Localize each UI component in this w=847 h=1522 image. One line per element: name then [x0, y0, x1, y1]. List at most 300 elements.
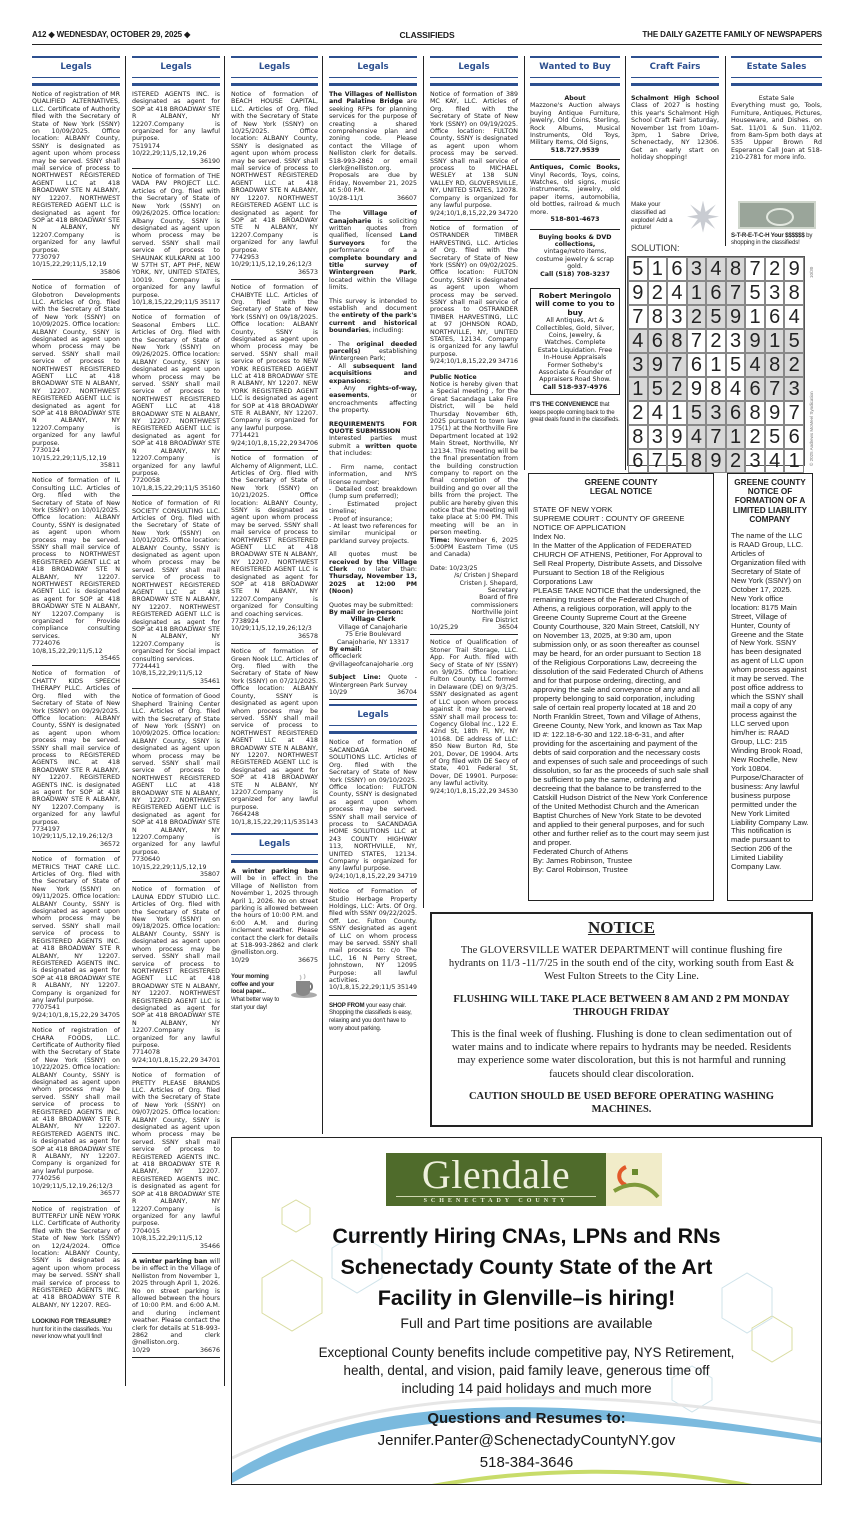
- classified-listing: [530, 288, 620, 395]
- listing-title: Estate Sale: [758, 95, 795, 102]
- notice-publication-footer: [329, 689, 417, 696]
- notice-ad-number: 35461: [199, 677, 220, 685]
- sudoku-cell: 8: [628, 425, 648, 449]
- notice-publication-footer: [132, 299, 220, 306]
- notice-publication-dates: 10/1,8,15,22,29;11/5: [132, 484, 199, 492]
- notice-publication-dates: 10/8,15,22,29;11/5,12: [32, 647, 103, 655]
- classified-listing: [530, 91, 620, 160]
- notice-paragraph: [329, 210, 417, 291]
- text-run: - Detailed cost breakdown (lump sum preferred);: [329, 485, 417, 501]
- house-logo-icon: [606, 1153, 662, 1206]
- notice-ad-number: 36675: [297, 956, 318, 964]
- sudoku-cell: 9: [745, 329, 765, 353]
- sudoku-cell: 9: [784, 257, 804, 281]
- sudoku-cell: 9: [706, 449, 726, 473]
- sudoku-cell: 4: [745, 353, 765, 377]
- text-run: are seeking RFPs for planning services for the purpose of creating a shared comprehensive plan and zoning code. Please contact the Village of Nelliston clerk for details. 518-993-2862 or email clerk@nelliston.org. Proposals are due by Friday, November 21, 2025 at 5:00 P.M.: [329, 98, 417, 195]
- bold-text-run: The Villages of Nelliston and Palatine Bridge: [329, 91, 417, 106]
- notice-paragraph: [132, 1258, 220, 1347]
- headline-line: Schenectady County State of the Art: [340, 1255, 713, 1279]
- sudoku-cell: 9: [765, 401, 785, 425]
- logo-subtitle: SCHENECTADY COUNTY: [396, 1196, 596, 1204]
- bold-text-run: A winter parking ban: [132, 1257, 208, 1265]
- text-run: - All: [329, 362, 353, 370]
- notice-paragraph: [329, 624, 417, 631]
- logo-name: Glendale: [421, 1152, 571, 1197]
- legal-notice: [329, 210, 417, 700]
- headline-line: Facility in Glenville–is hiring!: [377, 1286, 676, 1310]
- notice-ad-number: 36676: [199, 1346, 220, 1354]
- llc-notice-body: The name of the LLC is RAAD Group, LLC. Articles of Organization filed with Secretary of State of New York (SSNY) on October 17, 2025. New York office location: 8175 Main Street, Village of Hunter, County of Greene and the State of New York. SSNY has been designated as agent of LLC upon whom process against it may be served. The post office address to which the SSNY shall mail a copy of any process against the LLC served upon him/her is: RAAD Group, LLC: 215 Winding Brook Road, New Rochelle, New York 10804. Purpose/Character of business: Any lawful business purpose permitted under the New York Limited Liability Company Law. This notification is made pursuant to Section 206 of the Limited Liability Company Law.: [731, 531, 809, 872]
- sudoku-cell: 7: [784, 401, 804, 425]
- text-run: - Any: [329, 385, 368, 393]
- craft-fairs-column: [631, 56, 719, 233]
- notice-text: Notice of registration of BUTTERFLY LINE NEW YORK LLC. Certificate of Authority filed with the Secretary of State of New York (SSNY) on 12/24/2024. Office location: ALBANY County, SSNY is designated as agent upon whom process may be served. SSNY shall mail service of process to REGISTERED AGENTS INC. at 418 BROADWAY STE R ALBANY, NY 12207. REG-: [32, 1205, 120, 1309]
- filler-lead: IT'S THE CONVENIENCE: [530, 401, 599, 409]
- listing-phone: 518.727.9539: [550, 146, 600, 154]
- sudoku-cell: 5: [628, 257, 648, 281]
- notice-publication-dates: 10/1,8,15,22,29;11/5: [132, 298, 199, 306]
- water-flushing-notice: [430, 912, 813, 1127]
- notice-ad-number: 35160: [199, 484, 220, 492]
- legal-notice: [329, 91, 417, 206]
- bold-text-run: Village of Canajoharie: [329, 210, 417, 225]
- bold-text-run: Village Clerk: [350, 616, 396, 624]
- add-picture-promo: [631, 201, 719, 233]
- notice-text: Notice of formation of RI SOCIETY CONSULTING LLC. Articles of Org. filed with the Secretary of State of New York (SSNY) on 10/01/2025. Office location: ALBANY County, SSNY is designated as agent upon whom process may be served. SSNY shall mail service of process to NORTHWEST REGISTERED AGENT LLC at 418 BROADWAY STE N ALBANY, NY 12207. NORTHWEST REGISTERED AGENT LLC is designated as agent for SOP at 418 BROADWAY STE N ALBANY, NY 12207.Company is organized for Social impact consulting services.: [132, 500, 220, 663]
- sudoku-cell: 3: [726, 329, 746, 353]
- notice-publication-dates: 9/24;10/1,8,15,22,29: [329, 872, 396, 880]
- sudoku-cell: 8: [784, 281, 804, 305]
- filler-body: your easy chair. Shopping the classifieds is easy, relaxing and you don't have to worry about parking.: [329, 1001, 412, 1032]
- notice-text: Notice of Qualification of Stoner Trail Storage, LLC. App. For Auth. filed with Secy of State of NY (SSNY) on 9/9/25. Office location: Fulton County. LLC formed in Delaware (DE) on 9/3/25. SSNY designated as agent of LLC upon whom process against it may be served. SSNY shall mail process to: Cogency Global Inc., 122 E. 42nd St, 18th Fl, NY, NY 10168. DE address of LLC: 850 New Burton Rd, Ste 201, Dover, DE 19904. Arts of Org filed with DE Secy of State, 401 Federal St, Dover, DE 19901. Purpose: any lawful activity.: [430, 639, 518, 788]
- headline-line: Currently Hiring CNAs, LPNs and RNs: [332, 1224, 721, 1248]
- notice-text: Notice of formation of OSTRANDER TIMBER HARVESTING, LLC. Articles of Org. filed with the Secretary of State of New York (SSNY) on 09/02/2025. Office location: FULTON County, SSNY is designated as agent upon whom process may be served. SSNY shall mail service of process to OSTRANDER TIMBER HARVESTING, LLC at 97 JOHNSON ROAD, NORTHVILLE, NY, UNITED STATES, 12134. Company is organized for any lawful purpose.: [430, 224, 518, 358]
- notice-publication-dates: 10/15,22,29;11/5,12,19: [32, 454, 107, 462]
- column-divider: [725, 56, 726, 246]
- notice-publication-footer: [329, 873, 417, 880]
- filler-lead: Your morning coffee and your local paper...: [231, 973, 275, 996]
- notice-reference-number: 7740256: [32, 1175, 61, 1183]
- legal-notice: [430, 225, 518, 370]
- bold-text-run: rights-of-way, easements: [329, 385, 417, 400]
- notice-paragraph: [329, 616, 417, 623]
- sudoku-cell: 8: [745, 401, 765, 425]
- sudoku-cell: 3: [667, 305, 687, 329]
- sudoku-cell: 6: [784, 425, 804, 449]
- legal-notice: [231, 91, 318, 280]
- listing-title: Robert Meringolo will come to you to buy: [535, 290, 615, 317]
- legal-notice: [231, 455, 318, 644]
- benefits-line: health, dental, and vision, paid family leave, generous time off: [343, 1363, 710, 1378]
- classified-filler: [329, 1002, 417, 1032]
- section-header-legals: Legals: [329, 56, 417, 86]
- notice-ad-number: 36504: [497, 624, 518, 632]
- sudoku-cell: 4: [628, 329, 648, 353]
- sudoku-cell: 5: [706, 305, 726, 329]
- sudoku-cell: 4: [706, 257, 726, 281]
- notice-publication-footer: [231, 440, 318, 447]
- notice-ad-number: 34719: [396, 872, 417, 880]
- bold-text-run: complete boundary and title survey of Wintergreen Park: [329, 254, 417, 277]
- sudoku-cell: 1: [726, 425, 746, 449]
- classified-filler: [530, 401, 620, 424]
- text-run: will be in effect in the Village of Nelliston from November 1, 2025 through April 1, 2026. No on street parking is allowed between the hours of 10:00 P.M. and 6:00 A.M. and during inclement weather. Please contact the clerk for details at 518-993-2862 and clerk @nelliston.org.: [132, 1257, 221, 1347]
- notice-publication-dates: 10/29;11/5,12,19,26;12/3: [32, 1182, 113, 1190]
- notice-ad-number: 35466: [199, 1242, 220, 1250]
- notice-publication-footer: [132, 1235, 220, 1250]
- flushing-notice-heading: NOTICE: [587, 918, 656, 937]
- notice-reference-number: 7714421: [231, 432, 260, 440]
- sudoku-date: 10/30: [809, 266, 814, 278]
- stretch-promo: [731, 232, 822, 247]
- sudoku-cell: 9: [628, 281, 648, 305]
- notice-text: Notice of formation of CHATTY KIDS SPEECH THERAPY PLLC. Articles of Org. filed with the Secretary of State of New York (SSNY) on 09/29/2025. Office location: ALBANY County, SSNY is designated as agent upon whom process may be served. SSNY shall mail service of process to REGISTERED AGENTS INC. at 418 BROADWAY STE R ALBANY, NY 12207. REGISTERED AGENTS INC. is designated as agent for SOP at 418 BROADWAY STE R ALBANY, NY 12207.Company is organized for any lawful purpose.: [32, 670, 120, 826]
- notice-paragraph: [430, 617, 518, 624]
- notice-paragraph: [430, 381, 518, 537]
- text-run: for the performance of a: [329, 239, 417, 255]
- sudoku-cell: 6: [745, 377, 765, 401]
- text-run: Board of fire: [479, 594, 518, 602]
- listing-phone: Call 518-937-4976: [542, 383, 608, 391]
- filler-lead: S-T-R-E-T-C-H Your $$$$$$: [731, 231, 805, 239]
- legal-notice: [32, 477, 120, 666]
- legal-notice: [32, 1027, 120, 1201]
- text-run: officeclerk @villageofcanajoharie .org: [329, 653, 414, 668]
- notice-publication-footer: [32, 1012, 120, 1019]
- sudoku-cell: 8: [726, 257, 746, 281]
- flushing-notice-schedule: FLUSHING WILL TAKE PLACE BETWEEN 8 AM AND 2 PM MONDAY THROUGH FRIDAY: [453, 993, 790, 1018]
- sudoku-cell: 3: [706, 401, 726, 425]
- bold-text-run: Subject Line:: [329, 674, 381, 682]
- text-run: November 6, 2025 5:00PM Eastern Time (US and Canada): [430, 536, 518, 559]
- text-run: Fire District: [482, 616, 518, 624]
- legal-notice-line: Index No.: [533, 531, 566, 541]
- text-run: - The: [329, 340, 357, 348]
- notice-publication-dates: 10/8,15,22,29;11/5,12: [132, 670, 203, 678]
- text-run: The: [329, 210, 364, 218]
- notice-paragraph: [231, 868, 318, 957]
- listing-body: Everything must go, Tools, Furniture, Antiques, Pictures, Houseware, and Dishes. on Sat. 11/01 & Sun. 11/02. from 8am-5pm both days at 535 Upper Brown Rd Esperance Call Joan at 518-210-2781 for more info.: [731, 102, 822, 162]
- text-run: Quotes may be submitted:: [329, 601, 414, 609]
- legal-notice: [132, 314, 220, 496]
- sudoku-cell: 4: [648, 401, 668, 425]
- listing-text: Class of 2027 is hosting this year's Schalmont High School Craft Fair! Saturday, November 1st from 10am-3pm, 1 Sabre Drive, Schenectady, NY 12306. Get an early start on holiday shopping!: [631, 102, 719, 162]
- filler-body: hunt for it in the classifieds. You never know what you'll find!: [32, 1325, 113, 1341]
- bold-text-run: received by the Village Clerk: [329, 558, 417, 573]
- notice-ad-number: 36572: [99, 840, 120, 848]
- text-run: - Proof of insurance;: [329, 515, 393, 523]
- text-run: , located within the Village limits.: [329, 269, 417, 292]
- listing-phone: 518-801-4673: [550, 216, 600, 224]
- text-run: - Firm name, contact information, and NYS license number;: [329, 463, 417, 486]
- legals-column-1: [32, 56, 120, 1345]
- column-divider: [524, 56, 525, 470]
- sudoku-cell: 4: [784, 305, 804, 329]
- wanted-to-buy-column: [530, 56, 620, 428]
- listing-body: All Antiques, Art & Collectibles, Gold, Silver, Coins, Jewelry, & Watches. Complete Estate Liquidation. Free In-House Appraisals Former Sotheby's Associate & Founder of Appraisers Road Show.: [535, 317, 615, 384]
- notice-paragraph: [430, 602, 518, 609]
- benefits-line: including 14 paid holidays and much more: [401, 1381, 652, 1396]
- ad-contact-heading: Questions and Resumes to:: [427, 1410, 626, 1427]
- legal-notice: [132, 1072, 220, 1254]
- legal-notice: [132, 500, 220, 689]
- notice-paragraph: [329, 501, 417, 516]
- flushing-notice-intro: The GLOVERSVILLE WATER DEPARTMENT will continue flushing fire hydrants on 11/3 -11/7/25 in the south end of the city, working south from East & West Fulton Streets to the City Line.: [448, 945, 795, 983]
- sudoku-cell: 1: [628, 377, 648, 401]
- notice-ad-number: 35807: [199, 871, 220, 879]
- notice-publication-footer: [430, 358, 518, 365]
- notice-paragraph: [430, 580, 518, 587]
- notice-ad-number: 34716: [497, 358, 518, 366]
- notice-publication-dates: 10/22,29;11/5,12,19,26: [132, 150, 207, 158]
- bold-text-run: REQUIREMENTS FOR QUOTE SUBMISSION: [329, 420, 417, 436]
- notice-paragraph: [329, 551, 417, 595]
- greene-county-legal-notice: [528, 473, 714, 901]
- legal-notice: [32, 1206, 120, 1313]
- notice-text: Notice of formation of Alchemy of Alignment, LLC. Articles of Org. filed with the Secretary of State of New York (SSNY) on 10/21/2025. Office location: ALBANY County, SSNY is designated as agent upon whom process may be served. SSNY shall mail service of process to NORTHWEST REGISTERED AGENT LLC at 418 BROADWAY STE N ALBANY, NY 12207. NORTHWEST REGISTERED AGENT LLC is designated as agent for SOP at 418 BROADWAY STE N ALBANY, NY 12207.Company is organized for Consulting and coaching services.: [231, 455, 318, 618]
- legal-notice: [231, 648, 318, 829]
- sudoku-cell: 3: [745, 449, 765, 473]
- legal-notice-heading: GREENE COUNTY LEGAL NOTICE: [584, 477, 658, 497]
- notice-ad-number: 34705: [99, 1011, 120, 1019]
- legal-notice-line: NOTICE OF APPLICATION: [533, 522, 626, 532]
- notice-paragraph: [329, 646, 417, 653]
- notice-text: Notice of formation of 389 MC KAY, LLC. Articles of Org. filed with the Secretary of State of New York (SSNY) on 09/19/2025. Office location: FULTON County, SSNY is designated as agent upon whom process may be served. SSNY shall mail service of process to MICHAEL WESLEY at 138 SUN VALLEY RD, GLOVERSVILLE, NY, UNITED STATES, 12078. Company is organized for any lawful purpose.: [430, 91, 518, 210]
- sudoku-cell: 2: [765, 257, 785, 281]
- notice-publication-footer: [430, 210, 518, 217]
- notice-reference-number: 7730640: [132, 856, 161, 864]
- greene-county-llc-notice: [727, 473, 813, 901]
- filler-text: [231, 973, 287, 1011]
- notice-text: Notice of formation of IL Consulting LLC. Articles of Org. filed with the Secretary of State of New York (SSNY) on 10/01/2025. Office location: ALBANY County, SSNY is designated as agent upon whom process may be served. SSNY shall mail service of process to NORTHWEST REGISTERED AGENT LLC at 418 BROADWAY STE N ALBANY, NY 12207. NORTHWEST REGISTERED AGENT LLC is designated as agent for SOP at 418 BROADWAY STE N ALBANY, NY 12207.Company is organized for Provide compliance consulting services.: [32, 477, 120, 640]
- notice-reference-number: 7519174: [132, 142, 161, 150]
- text-run: Cristen J. Shepard,: [459, 579, 518, 587]
- dollar-bill-image: [738, 201, 816, 229]
- sudoku-cell: 3: [687, 257, 707, 281]
- filler-lead: SHOP FROM: [329, 1001, 365, 1009]
- listing-text: Vinyl Records, Toys, coins, Watches, old signs, music instruments, jewelry, old paper items, automobilia, old bottles, railroad & much more.: [530, 171, 620, 216]
- sudoku-cell: 6: [667, 257, 687, 281]
- sudoku-cell: 7: [706, 425, 726, 449]
- notice-publication-dates: 10/1,8,15,22,29;11/5: [329, 984, 396, 992]
- sudoku-cell: 9: [648, 353, 668, 377]
- legal-notice-line: PLEASE TAKE NOTICE that the undersigned, the remaining trustees of the Federated Church of Athens, a religious corporation, will apply to the Greene County Supreme Court at the Greene County Courthouse, 320 Main Street, Catskill, NY on November 13, 2025, at 9:30 am, upon submission only, or as soon thereafter as counsel may be heard, for an order pursuant to Section 18 of the Religious Corporations Law, decreeing the dissolution of the said Federated Church of Athens and for that purpose ordering, directing, and approving the sale and conveyance of any and all property belonging to said corporation, including sale of certain real property located at 18 and 20 North Franklin Street, Town and Village of Athens, Greene County, New York, and known as Tax Map ID #: 122.18-6-30 and 122.18-6-31, and after providing for the ascertaining and payment of the debts of said corporation and the necessary costs and expenses of such sale and proceedings of such dissolution, so far as the proceeds of such sale shall be sufficient to pay the same, ordering and decreeing that the balance to be transferred to the Catskill Hudson District of the New York Conference of the United Methodist Church and the American Baptist Churches of New York State to be devoted and applied to their general purposes, and for such other and further relief as to the court may seem just and proper.: [533, 585, 710, 847]
- text-run: commissioners: [470, 601, 518, 609]
- legal-notice: [132, 91, 220, 169]
- ad-contact-phone: 518-384-3646: [479, 1454, 574, 1471]
- notice-reference-number: 7734197: [32, 826, 61, 833]
- notice-ad-number: 34701: [199, 1056, 220, 1064]
- bold-text-run: By email:: [329, 646, 363, 654]
- notice-text: Notice of formation of PRETTY PLEASE BRANDS LLC. Articles of Org. filed with the Secretary of State of New York (SSNY) on 09/07/2025. Office location: ALBANY County, SSNY is designated as agent upon whom process may be served. SSNY shall mail service of process to REGISTERED AGENTS INC. at 418 BROADWAY STE R ALBANY, NY 12207. REGISTERED AGENTS INC. is designated as agent for SOP at 418 BROADWAY STE R ALBANY, NY 12207.Company is organized for any lawful purpose.: [132, 1072, 220, 1228]
- section-header-estate-sales: Estate Sales: [731, 56, 822, 86]
- notice-ad-number: 36704: [396, 689, 417, 697]
- ad-positions: Full and Part time positions are available: [400, 1315, 653, 1331]
- section-header-legals: Legals: [231, 56, 318, 86]
- notice-text: Notice of formation of Good Shepherd Training Center LLC. Articles of Org. filed with the Secretary of State of New York (SSNY) on 10/09/2025. Office location: ALBANY County, SSNY is designated as agent upon whom process may be served. SSNY shall mail service of process to NORTHWEST REGISTERED AGENT LLC at 418 BROADWAY STE N ALBANY, NY 12207. NORTHWEST REGISTERED AGENT LLC is designated as agent for SOP at 418 BROADWAY STE N ALBANY, NY 12207.Company is organized for any lawful purpose.: [132, 693, 220, 856]
- listing-body: [631, 95, 719, 162]
- text-run: Secretary: [487, 587, 518, 594]
- notice-ad-number: 36190: [199, 157, 220, 165]
- sudoku-cell: 2: [648, 281, 668, 305]
- text-run: Date: 10/23/25: [430, 564, 478, 572]
- sudoku-cell: 3: [784, 377, 804, 401]
- sudoku-cell: 6: [648, 329, 668, 353]
- legal-notice: [430, 639, 518, 798]
- sudoku-cell: 2: [667, 377, 687, 401]
- listing-title: Buying books & DVD collections,: [538, 233, 612, 248]
- notice-paragraph: [430, 609, 518, 616]
- column-divider: [125, 56, 126, 1386]
- text-run: Interested parties must submit a: [329, 435, 417, 450]
- legal-notice: [132, 886, 220, 1068]
- bold-text-run: subsequent land acquisitions and expansions: [329, 362, 417, 385]
- notice-publication-footer: [231, 625, 318, 640]
- text-run: Village of Canajoharie: [338, 623, 408, 631]
- sudoku-cell: 9: [726, 305, 746, 329]
- notice-reference-number: 7714078: [132, 1049, 161, 1057]
- ad-contact-email[interactable]: Jennifer.Panter@SchenectadyCountyNY.gov: [377, 1432, 676, 1449]
- sudoku-cell: 1: [784, 449, 804, 473]
- legal-notice-line: Federated Church of Athens: [533, 846, 628, 856]
- sudoku-cell: 8: [667, 329, 687, 353]
- filler-body: that keeps people coming back to the great deals found in the classifieds.: [530, 401, 620, 424]
- notice-paragraph: [329, 464, 417, 486]
- promo-text: Make your classified ad explode! Add a picture!: [631, 201, 673, 232]
- legal-notice: [132, 173, 220, 310]
- legal-notice: [132, 693, 220, 882]
- legals-column-5: [430, 56, 518, 802]
- notice-publication-dates: 9/24;10/1,8,15,22,29: [430, 358, 497, 366]
- sudoku-cell: 7: [648, 449, 668, 473]
- notice-paragraph: [329, 639, 417, 646]
- listing-title: Antiques, Comic Books,: [530, 164, 620, 172]
- notice-reference-number: 7707541: [32, 1004, 61, 1012]
- section-header-legals: Legals: [430, 56, 518, 86]
- notice-reference-number: 7724076: [32, 640, 61, 648]
- listing-body: Mazzone's Auction always buying Antique Furniture, Jewelry, Old Coins, Sterling, Rock Albums, Musical Instruments, Old Toys, Military Items, Old Signs,: [530, 102, 620, 147]
- text-run: is soliciting written quotes from qualified, licensed: [329, 217, 417, 240]
- legals-column-4: [329, 56, 417, 1036]
- text-run: - Estimated project timeline;: [329, 500, 417, 516]
- sudoku-cell: 7: [687, 329, 707, 353]
- glendale-logo: [386, 1153, 662, 1206]
- legal-notice-line: In the Matter of the Application of FEDERATED CHURCH OF ATHENS, Petitioner, For Approval to Sell Real Property, Distribute Assets, and Dissolve Pursuant to Section 18 of the Religious Corporations Law: [533, 540, 703, 586]
- legal-notice: [329, 888, 417, 996]
- sudoku-cell: 8: [706, 377, 726, 401]
- notice-ad-number: 36578: [297, 632, 318, 640]
- text-run: Northville Joint: [471, 609, 518, 617]
- sudoku-cell: 5: [687, 401, 707, 425]
- notice-reference-number: 7724441: [132, 663, 161, 671]
- notice-paragraph: [329, 486, 417, 501]
- listing-title: Schalmont High School: [631, 95, 719, 102]
- notice-paragraph: [329, 385, 417, 415]
- notice-publication-footer: [329, 984, 417, 991]
- notice-text: Notice of formation of LAUNA EDDY STUDIO LLC. Articles of Org. filed with the Secretary of State of New York (SSNY) on 09/18/2025. Office location: ALBANY County, SSNY is designated as agent upon whom process may be served. SSNY shall mail service of process to NORTHWEST REGISTERED AGENT LLC at 418 BROADWAY STE N ALBANY, NY 12207. NORTHWEST REGISTERED AGENT LLC is designated as agent for SOP at 418 BROADWAY STE N ALBANY, NY 12207.Company is organized for any lawful purpose.: [132, 886, 220, 1049]
- notice-paragraph: [329, 341, 417, 363]
- notice-publication-dates: 10/29: [329, 689, 348, 697]
- sudoku-cell: 4: [687, 425, 707, 449]
- sudoku-cell: 8: [648, 305, 668, 329]
- text-run: Quote - Wintergreen Park Survey: [329, 674, 417, 689]
- sudoku-cell: 7: [628, 305, 648, 329]
- notice-text: Notice of formation of THE VADA PAV PROJECT LLC. Articles of Org. filed with the Secretary of State of New York (SSNY) on 09/26/2025. Office location: Albany County, SSNY is designated as agent upon whom process may be served. SSNY shall mail service of process to SHAUNAK KULKARNI at 100 W 57TH ST, APT PHF, NEW YORK, NY, UNITED STATES, 10019. Company is organized for any lawful purpose.: [132, 173, 220, 299]
- notice-text: Notice of formation of SACANDAGA HOME SOLUTIONS LLC. Articles of Org. filed with the Secretary of State of New York (SSNY) on 09/10/2025. Office location: FULTON County, SSNY is designated as agent upon whom process may be served. SSNY shall mail service of process to SACANDAGA HOME SOLUTIONS LLC at 243 COUNTY HIGHWAY 113, NORTHVILLE, NY, UNITED STATES, 12134. Company is organized for any lawful purpose.: [329, 739, 417, 873]
- notice-paragraph: [329, 631, 417, 638]
- text-run: /s/ Cristen J Shepard: [454, 572, 518, 580]
- notice-publication-footer: [32, 833, 120, 848]
- notice-reference-number: 7730124: [32, 447, 61, 455]
- flushing-notice-caution: CAUTION SHOULD BE USED BEFORE OPERATING WASHING MACHINES.: [468, 1090, 775, 1116]
- notice-publication-dates: 10/29;11/5,12,19,26;12/3: [32, 833, 113, 841]
- notice-text: Notice of formation of Globotron Developments LLC. Articles of Org. filed with the Secretary of State of New York (SSNY) on 10/09/2025. Office location: ALBANY County, SSNY is designated as agent upon whom process may be served. SSNY shall mail service of process to NORTHWEST REGISTERED AGENT LLC at 418 BROADWAY STE N ALBANY, NY 12207. NORTHWEST REGISTERED AGENT LLC is designated as agent for SOP at 418 BROADWAY STE N ALBANY, NY 12207.Company is organized for any lawful purpose.: [32, 284, 120, 447]
- notice-publication-dates: 10/29;11/5,12,19,26;12/3: [231, 625, 312, 633]
- sudoku-cell: 2: [745, 425, 765, 449]
- publication-name: THE DAILY GAZETTE FAMILY OF NEWSPAPERS: [642, 30, 822, 39]
- column-divider: [322, 56, 323, 1134]
- bold-text-run: Public Notice: [430, 373, 477, 381]
- bold-text-run: Land Surveyors: [329, 232, 417, 247]
- listing-body: vintage/retro items, costume jewelry & scrap gold.: [536, 248, 614, 271]
- section-header-legals: Legals: [132, 56, 220, 86]
- sudoku-cell: 1: [745, 305, 765, 329]
- sudoku-cell: 6: [628, 449, 648, 473]
- legal-notice: [430, 374, 518, 636]
- text-run: , including:: [368, 327, 404, 335]
- sudoku-cell: 9: [667, 425, 687, 449]
- notice-publication-dates: 10/15,22,29;11/5,12,19: [132, 863, 207, 871]
- notice-publication-dates: 9/24;10/1,8,15,22,29: [132, 1056, 199, 1064]
- page-masthead: [32, 28, 822, 45]
- legal-notice: [32, 284, 120, 473]
- notice-publication-dates: 9/24;10/1,8,15,22,29: [430, 209, 497, 217]
- notice-publication-dates: 10/29: [132, 1346, 151, 1354]
- notice-publication-footer: [32, 261, 120, 276]
- notice-publication-footer: [32, 455, 120, 470]
- sudoku-solution-label: SOLUTION:: [631, 243, 680, 253]
- notice-ad-number: 36573: [297, 268, 318, 276]
- sudoku-cell: 1: [667, 401, 687, 425]
- notice-text: Notice of registration of MR QUALIFIED ALTERNATIVES, LLC. Certificate of Authority filed with the Secretary of State of New York (SSNY) on 10/09/2025. Office location: ALBANY County, SSNY is designated as agent upon whom process may be served. SSNY shall mail service of process to NORTHWEST REGISTERED AGENT LLC at 418 BROADWAY STE N ALBANY, NY 12207. NORTHWEST REGISTERED AGENT LLC is designated as agent for SOP at 418 BROADWAY STE N ALBANY, NY 12207.Company is organized for any lawful purpose.: [32, 91, 120, 254]
- notice-paragraph: [329, 602, 417, 609]
- column-divider: [625, 56, 626, 470]
- flushing-notice-details: This is the final week of flushing. Flushing is done to clean sedimentation out of water mains and to indicate where repairs to hydrants may be needed. Residents may experience some water discoloration, but this is not harmful and running faucets should clear discoloration.: [450, 1029, 792, 1080]
- column-divider: [224, 56, 225, 1386]
- sudoku-cell: 1: [765, 329, 785, 353]
- notice-publication-dates: 9/24;10/1,8,15,22,29: [231, 439, 298, 447]
- notice-ad-number: 36577: [99, 1190, 120, 1198]
- sudoku-cell: 2: [706, 329, 726, 353]
- legal-notice: [231, 868, 318, 967]
- notice-text: Notice of formation of CHAIBYTE LLC. Articles of Org. filed with the Secretary of State of New York (SSNY) on 09/18/2025. Office location: ALBANY County, SSNY is designated as agent upon whom process may be served. SSNY shall mail service of process to NEW YORK REGISTERED AGENT LLC at 418 BROADWAY STE R ALBANY, NY 12207. NEW YORK REGISTERED AGENT LLC is designated as agent for SOP at 418 BROADWAY STE R ALBANY, NY 12207. Company is organized for any lawful purpose.: [231, 284, 318, 432]
- bold-text-run: A winter parking ban: [231, 868, 318, 875]
- notice-paragraph: [329, 91, 417, 195]
- notice-paragraph: [329, 609, 417, 616]
- sudoku-cell: 5: [726, 353, 746, 377]
- text-run: - At least two references for similar municipal or parkland survey projects.: [329, 522, 417, 545]
- notice-paragraph: [329, 363, 417, 385]
- notice-paragraph: [329, 435, 417, 457]
- notice-paragraph: [329, 523, 417, 545]
- notice-publication-dates: 10/29;11/5,12,19,26;12/3: [231, 261, 312, 269]
- section-header-legals: Legals: [329, 704, 417, 734]
- notice-publication-footer: [132, 670, 220, 685]
- classified-listing: [631, 91, 719, 167]
- page-date-folio: A12 ◆ WEDNESDAY, OCTOBER 29, 2025 ◆: [32, 30, 191, 39]
- sudoku-cell: 2: [726, 449, 746, 473]
